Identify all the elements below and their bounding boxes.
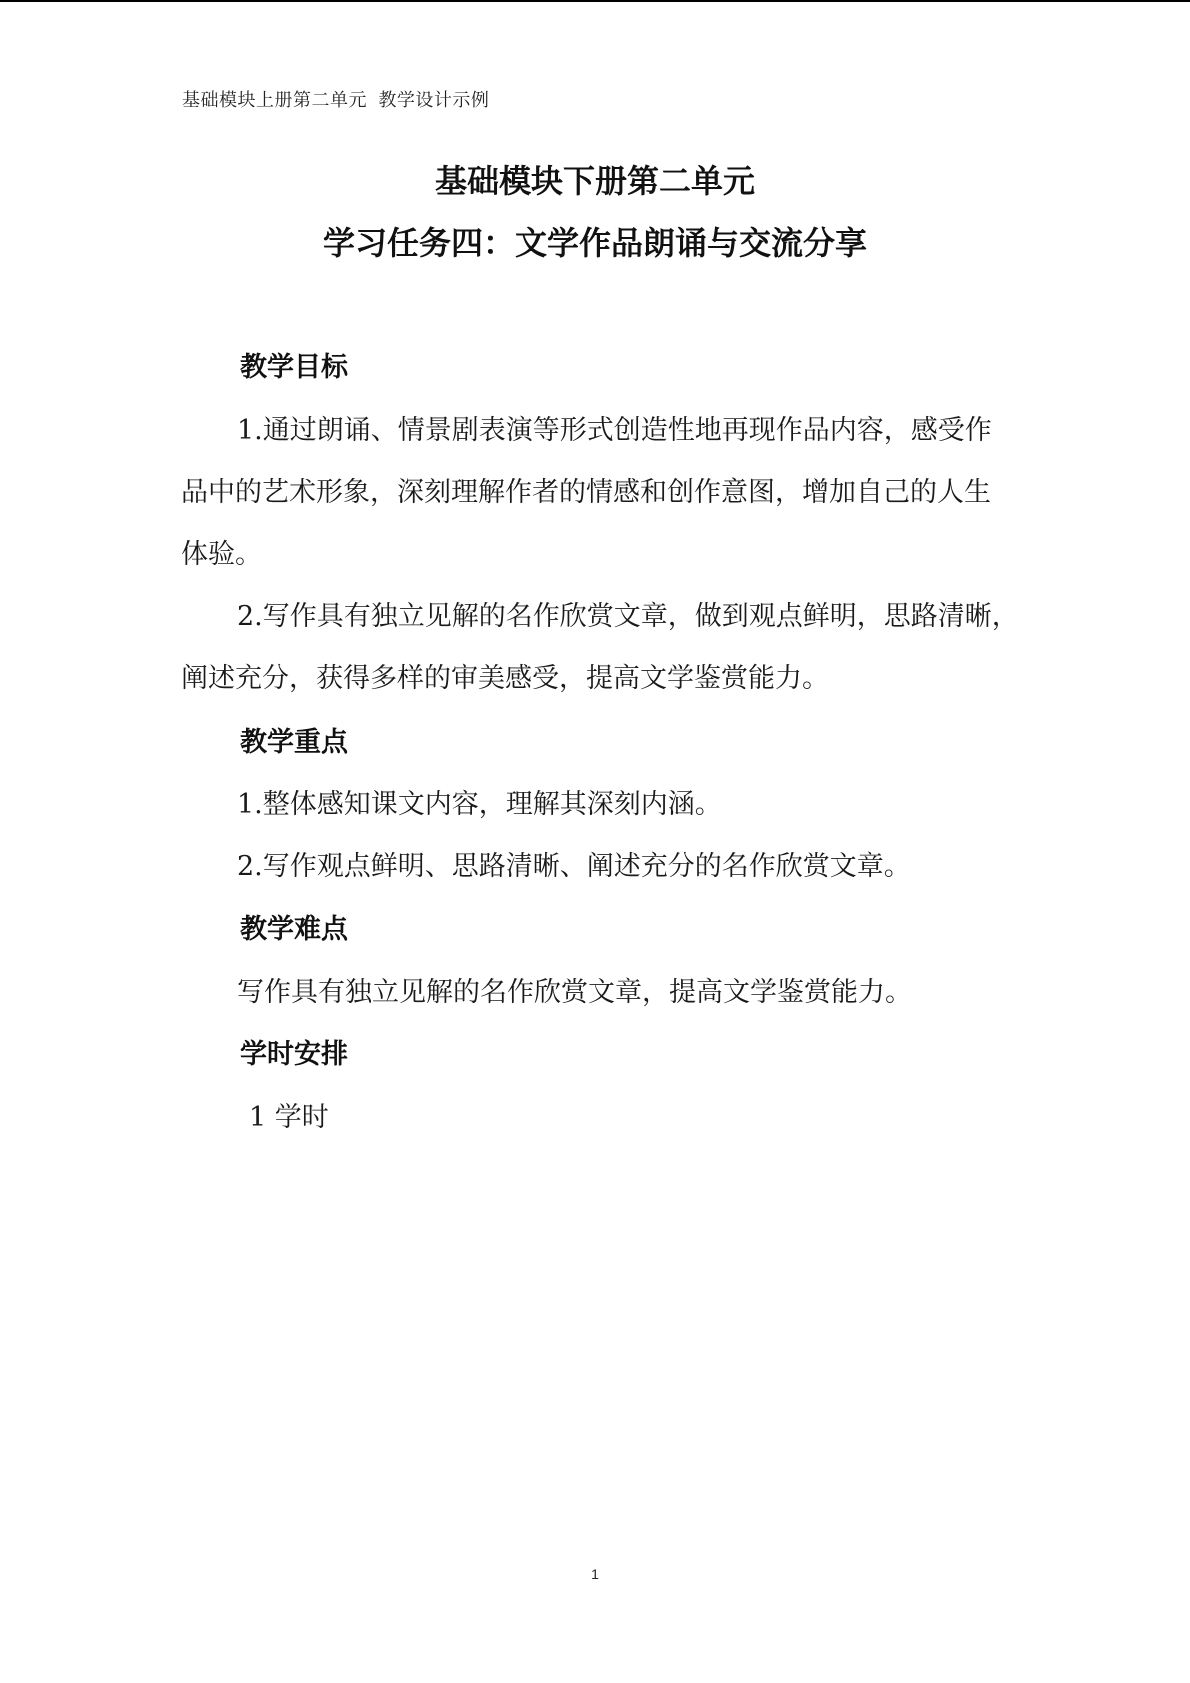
difficulties-heading: 教学难点 bbox=[240, 914, 348, 945]
objective-1-line-2: 品中的艺术形象，深刻理解作者的情感和创作意图，增加自己的人生 bbox=[181, 477, 991, 508]
schedule-heading: 学时安排 bbox=[240, 1039, 348, 1070]
objectives-heading: 教学目标 bbox=[240, 352, 348, 383]
document-title-line-2: 学习任务四：文学作品朗诵与交流分享 bbox=[322, 224, 867, 262]
objective-1-line-1: 1.通过朗诵、情景剧表演等形式创造性地再现作品内容，感受作 bbox=[237, 415, 992, 446]
objective-2-line-1: 2.写作具有独立见解的名作欣赏文章，做到观点鲜明，思路清晰， bbox=[237, 601, 1019, 632]
page-number: 1 bbox=[591, 1566, 599, 1582]
key-points-heading: 教学重点 bbox=[240, 727, 348, 758]
objective-1-line-3: 体验。 bbox=[181, 539, 262, 570]
running-header: 基础模块上册第二单元 教学设计示例 bbox=[182, 90, 490, 111]
objective-2-line-2: 阐述充分，获得多样的审美感受，提高文学鉴赏能力。 bbox=[181, 663, 829, 694]
top-border-rule bbox=[0, 0, 1190, 2]
key-point-2: 2.写作观点鲜明、思路清晰、阐述充分的名作欣赏文章。 bbox=[237, 851, 911, 882]
document-title-line-1: 基础模块下册第二单元 bbox=[434, 162, 755, 200]
schedule-text: 1 学时 bbox=[249, 1102, 329, 1133]
difficulties-text: 写作具有独立见解的名作欣赏文章，提高文学鉴赏能力。 bbox=[237, 977, 912, 1008]
key-point-1: 1.整体感知课文内容，理解其深刻内涵。 bbox=[237, 789, 722, 820]
